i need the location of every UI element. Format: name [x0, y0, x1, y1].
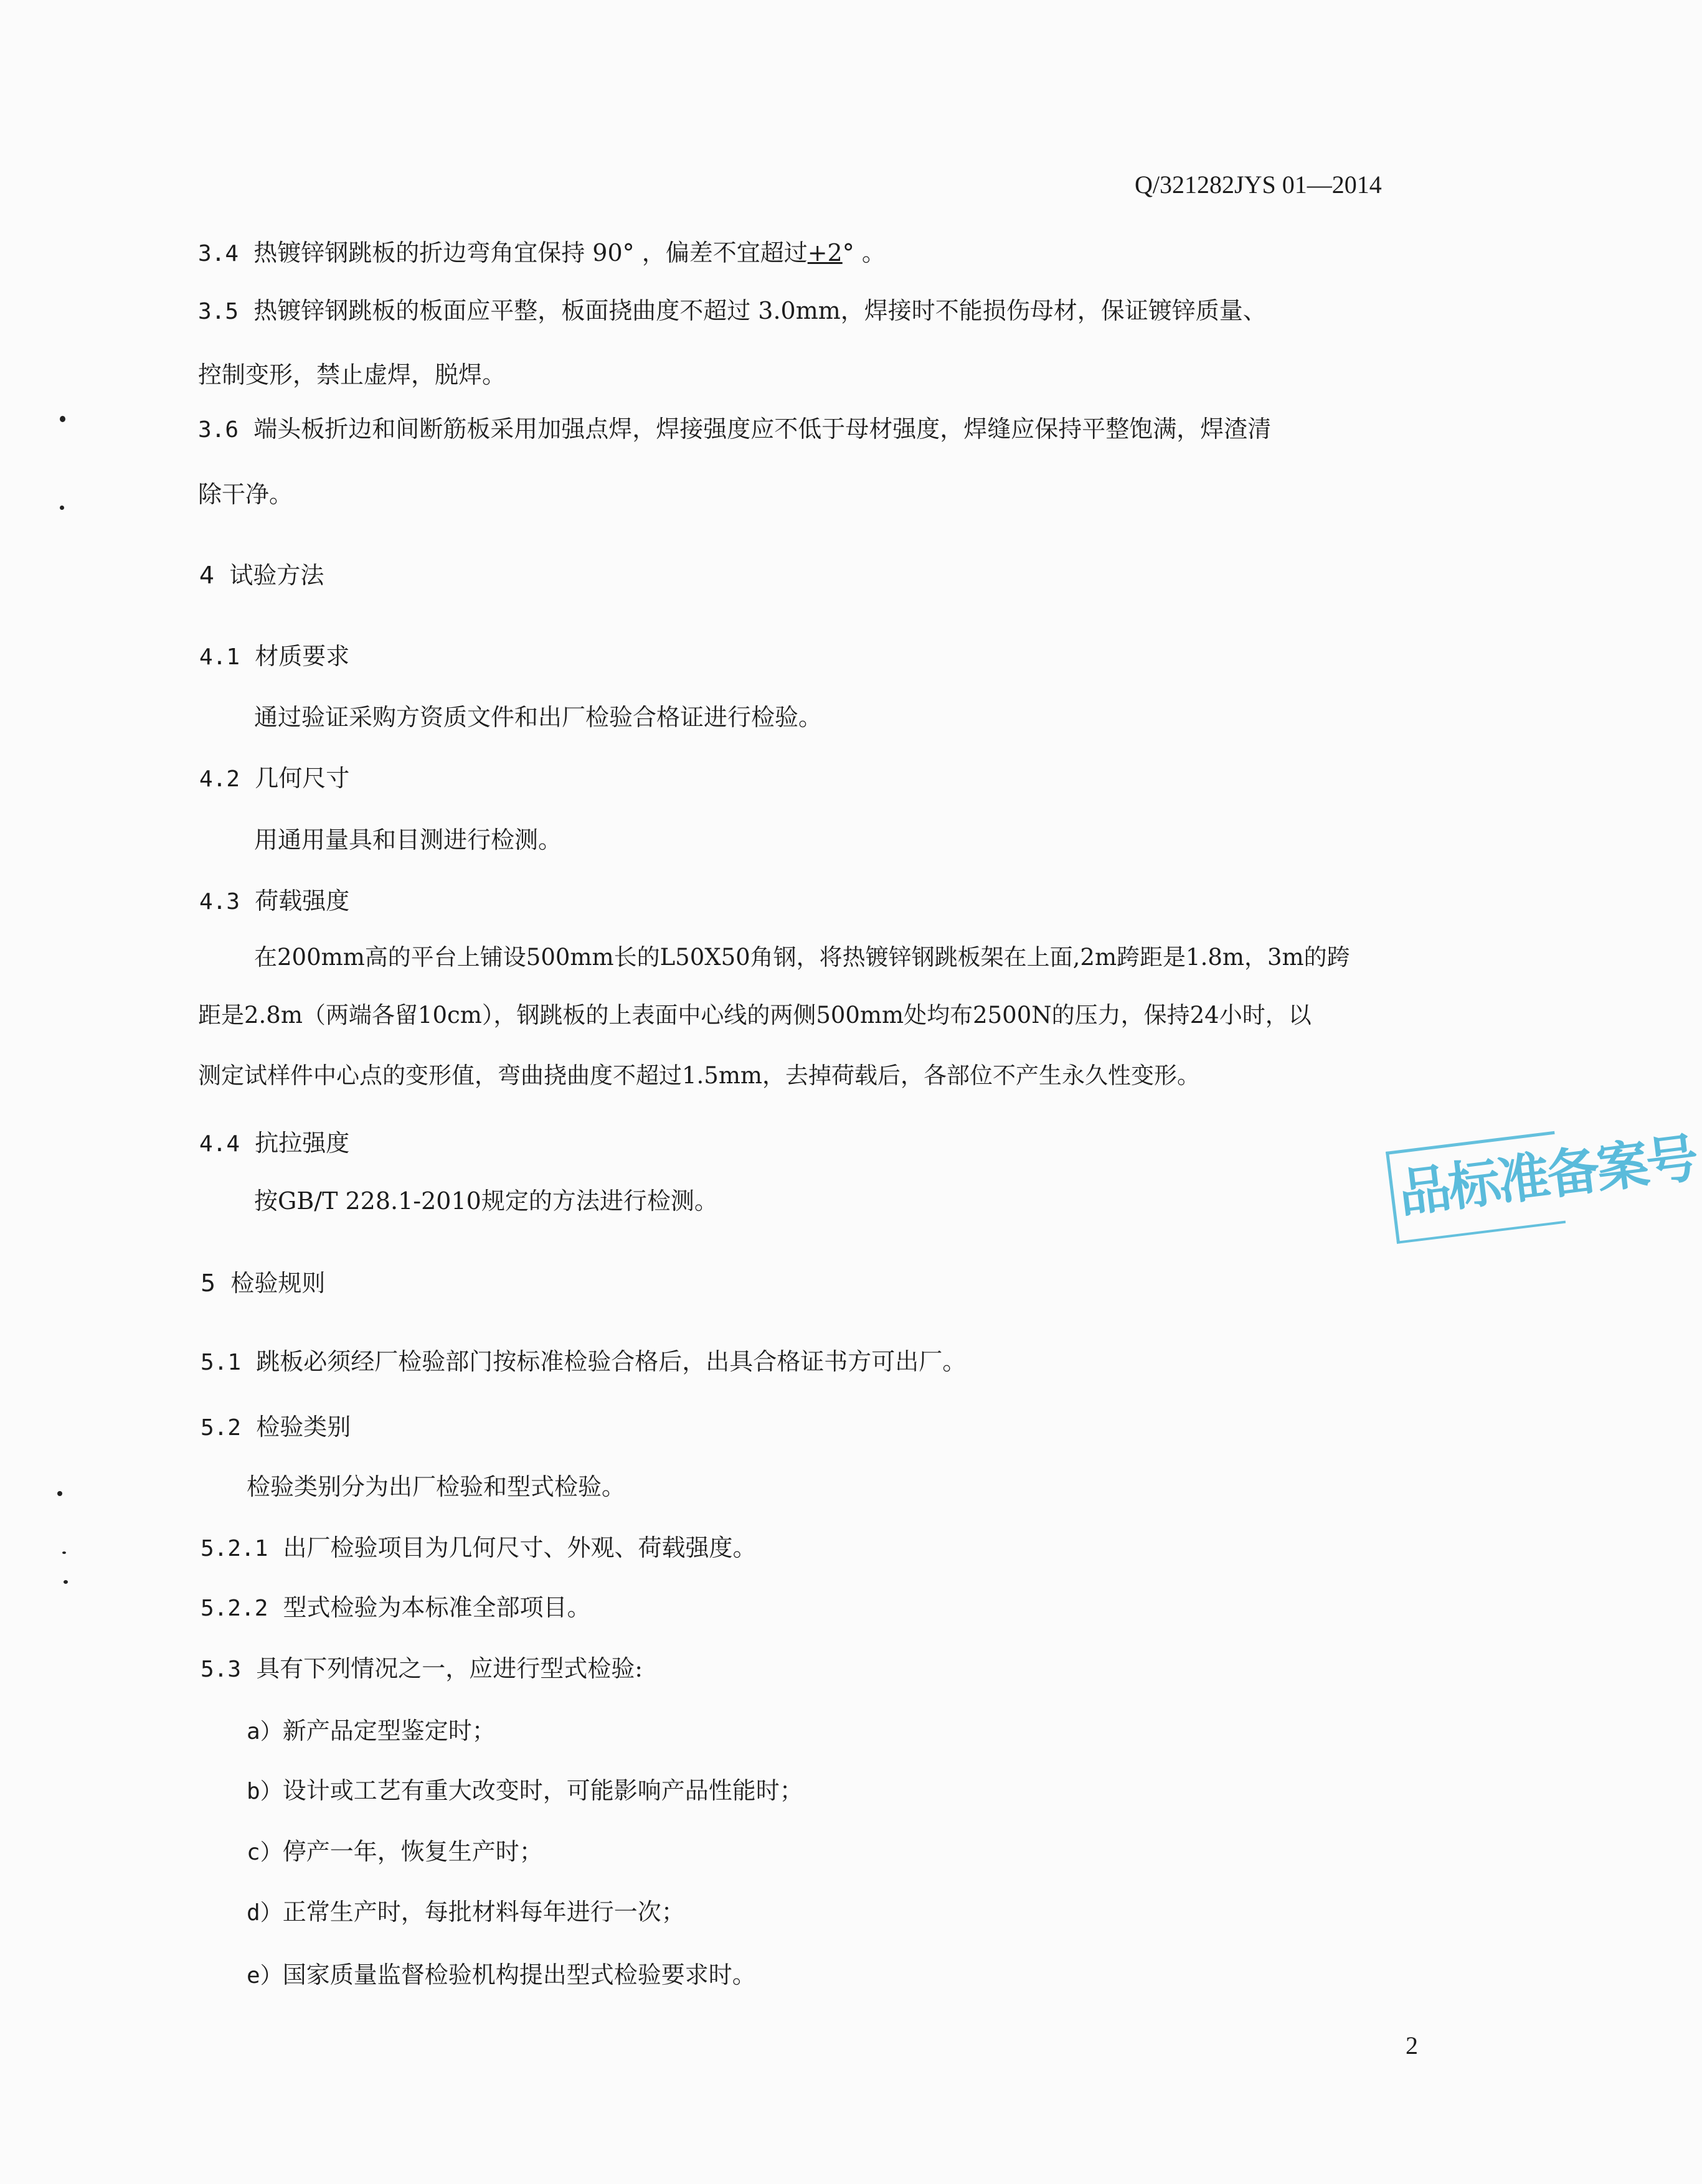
clause-number: 4.4: [199, 1131, 240, 1157]
section-title: 试验方法: [229, 562, 324, 589]
list-text: 国家质量监督检验机构提出型式检验要求时。: [282, 1961, 756, 1989]
list-marker: b）: [247, 1779, 283, 1804]
clause-number: 4.1: [199, 644, 240, 670]
section-number: 5: [201, 1269, 216, 1297]
list-marker: d）: [247, 1900, 283, 1926]
clause-title: 几何尺寸: [255, 765, 350, 792]
list-marker: e）: [247, 1963, 283, 1989]
scan-speck: [60, 416, 65, 422]
clause-4-2-heading: [199, 763, 349, 794]
clause-title: 抗拉强度: [255, 1129, 350, 1157]
tolerance-value: +2: [807, 239, 843, 266]
clause-text: 热镀锌钢跳板的板面应平整，板面挠曲度不超过 3.0mm，焊接时不能损伤母材，保证镀锌质量、: [253, 297, 1267, 324]
list-text: 正常生产时，每批材料每年进行一次；: [282, 1898, 685, 1926]
list-item-b: [247, 1776, 803, 1807]
scan-speck: [60, 506, 64, 510]
clause-5-2-heading: [201, 1412, 351, 1443]
clause-3-4: [198, 238, 886, 269]
clause-number: 3.6: [198, 417, 239, 443]
clause-4-2-body: 用通用量具和目测进行检测。: [254, 826, 562, 854]
clause-number: 5.2.2: [201, 1596, 268, 1621]
list-marker: c）: [247, 1840, 283, 1865]
list-item-a: [247, 1716, 496, 1747]
list-marker: a）: [247, 1719, 283, 1744]
clause-3-5-line-2: 控制变形，禁止虚焊，脱焊。: [198, 361, 506, 388]
clause-text-end: ° 。: [842, 239, 886, 266]
clause-text: 出厂检验项目为几何尺寸、外观、荷载强度。: [283, 1534, 757, 1561]
clause-4-3-line-3: 测定试样件中心点的变形值，弯曲挠曲度不超过1.5mm，去掉荷载后，各部位不产生永久性变形。: [198, 1062, 1201, 1089]
clause-text: 热镀锌钢跳板的折边弯角宜保持 90° ，偏差不宜超过: [253, 239, 808, 266]
clause-4-1-heading: [199, 641, 349, 672]
clause-title: 检验类别: [256, 1413, 351, 1441]
clause-5-1: [201, 1347, 966, 1378]
scan-speck: [62, 1551, 66, 1554]
clause-5-2-2: [201, 1593, 591, 1624]
clause-5-3: [201, 1654, 643, 1685]
clause-number: 3.4: [198, 241, 239, 266]
clause-number: 4.2: [199, 766, 240, 792]
clause-title: 荷载强度: [255, 887, 350, 915]
clause-4-4-body: 按GB/T 228.1-2010规定的方法进行检测。: [254, 1187, 718, 1215]
clause-number: 5.1: [201, 1350, 242, 1375]
clause-text: 型式检验为本标准全部项目。: [283, 1594, 591, 1621]
clause-4-4-heading: [199, 1128, 349, 1159]
clause-number: 5.3: [201, 1657, 242, 1682]
section-5-heading: [201, 1268, 325, 1298]
clause-5-2-body: 检验类别分为出厂检验和型式检验。: [247, 1473, 626, 1500]
page-number: 2: [1406, 2031, 1418, 2059]
list-item-e: [247, 1960, 756, 1991]
list-text: 设计或工艺有重大改变时，可能影响产品性能时；: [282, 1777, 803, 1804]
clause-number: 4.3: [199, 889, 240, 915]
clause-3-6-line-1: [198, 414, 1271, 445]
clause-number: 3.5: [198, 299, 239, 324]
section-title: 检验规则: [230, 1269, 326, 1297]
list-item-d: [247, 1897, 685, 1928]
clause-number: 5.2: [201, 1415, 242, 1441]
clause-5-2-1: [201, 1533, 757, 1564]
scan-speck: [64, 1580, 68, 1584]
scan-speck: [57, 1491, 62, 1496]
list-text: 停产一年，恢复生产时；: [282, 1838, 543, 1865]
section-number: 4: [199, 562, 215, 589]
clause-text: 具有下列情况之一，应进行型式检验:: [256, 1655, 643, 1682]
clause-number: 5.2.1: [201, 1536, 268, 1561]
clause-3-6-line-2: 除干净。: [198, 481, 293, 508]
clause-4-3-heading: [199, 886, 349, 917]
clause-title: 材质要求: [255, 642, 350, 670]
clause-4-3-line-2: 距是2.8m（两端各留10cm），钢跳板的上表面中心线的两侧500mm处均布2500N的压力，保持24小时，以: [198, 1002, 1312, 1028]
section-4-heading: [199, 560, 324, 590]
registration-stamp: 品标准备案号: [1386, 1131, 1566, 1244]
clause-text: 跳板必须经厂检验部门按标准检验合格后，出具合格证书方可出厂。: [256, 1348, 967, 1375]
clause-text: 端头板折边和间断筋板采用加强点焊，焊接强度应不低于母材强度，焊缝应保持平整饱满，焊渣清: [253, 415, 1272, 443]
clause-4-3-line-1: 在200mm高的平台上铺设500mm长的L50X50角钢，将热镀锌钢跳板架在上面,2m跨距是1.8m，3m的跨: [254, 944, 1350, 971]
clause-4-1-body: 通过验证采购方资质文件和出厂检验合格证进行检验。: [254, 704, 823, 731]
list-item-c: [247, 1837, 543, 1868]
clause-3-5-line-1: [198, 296, 1267, 327]
list-text: 新产品定型鉴定时；: [282, 1717, 496, 1744]
document-number: Q/321282JYS 01—2014: [1135, 171, 1382, 199]
